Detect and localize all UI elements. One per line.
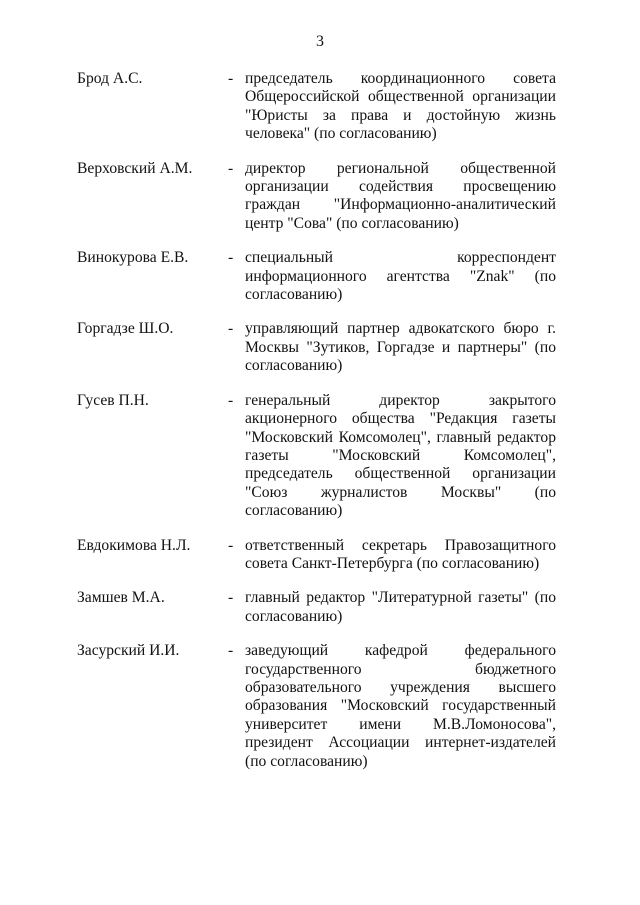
member-description: генеральный директор закрытого акционерного общества "Редакция газеты "Московский Комсомолец", главный редактор газеты "Московский Комсомолец", председатель общественной организации "Союз журналистов Москвы" (по согласованию) [245,391,556,520]
page-number: 3 [316,33,324,50]
member-name: Верховский А.М. [77,159,193,177]
member-description: председатель координационного совета Общероссийской общественной организации "Юристы за права и достойную жизнь человека" (по согласованию) [245,70,556,143]
member-list [0,70,640,787]
list-item [0,249,640,304]
member-name: Винокурова Е.В. [77,249,189,267]
list-item [0,320,640,375]
member-description: главный редактор "Литературной газеты" (по согласованию) [245,589,556,625]
list-item [0,392,640,521]
member-name: Евдокимова Н.Л. [77,536,191,554]
dash-separator: - [228,249,234,267]
dash-separator: - [228,589,234,607]
list-item [0,642,640,771]
member-name: Замшев М.А. [77,589,165,607]
member-name: Горгадзе Ш.О. [77,320,174,338]
dash-separator: - [228,391,234,409]
dash-separator: - [228,320,234,338]
list-item [0,589,640,626]
member-description: управляющий партнер адвокатского бюро г. Москвы "Зутиков, Горгадзе и партнеры" (по согласованию) [245,320,556,375]
member-description: заведующий кафедрой федерального государственного бюджетного образовательного учреждения высшего образования "Московский государственный университет имени М.В.Ломоносова", президент Ассоциации интернет-издателей (по согласованию) [245,642,556,770]
dash-separator: - [228,70,234,87]
dash-separator: - [228,536,234,554]
list-item [0,160,640,234]
list-item [0,70,640,144]
member-description: ответственный секретарь Правозащитного совета Санкт-Петербурга (по согласованию) [245,536,556,572]
list-item [0,537,640,574]
member-name: Засурский И.И. [77,642,180,660]
member-name: Брод А.С. [77,70,143,87]
member-description: специальный корреспондент информационного агентства "Znak" (по согласованию) [245,249,556,304]
member-description: директор региональной общественной организации содействия просвещению граждан "Информационно-аналитический центр "Сова" (по согласованию) [245,159,556,232]
member-name: Гусев П.Н. [77,391,149,409]
dash-separator: - [228,642,234,660]
dash-separator: - [228,159,234,177]
